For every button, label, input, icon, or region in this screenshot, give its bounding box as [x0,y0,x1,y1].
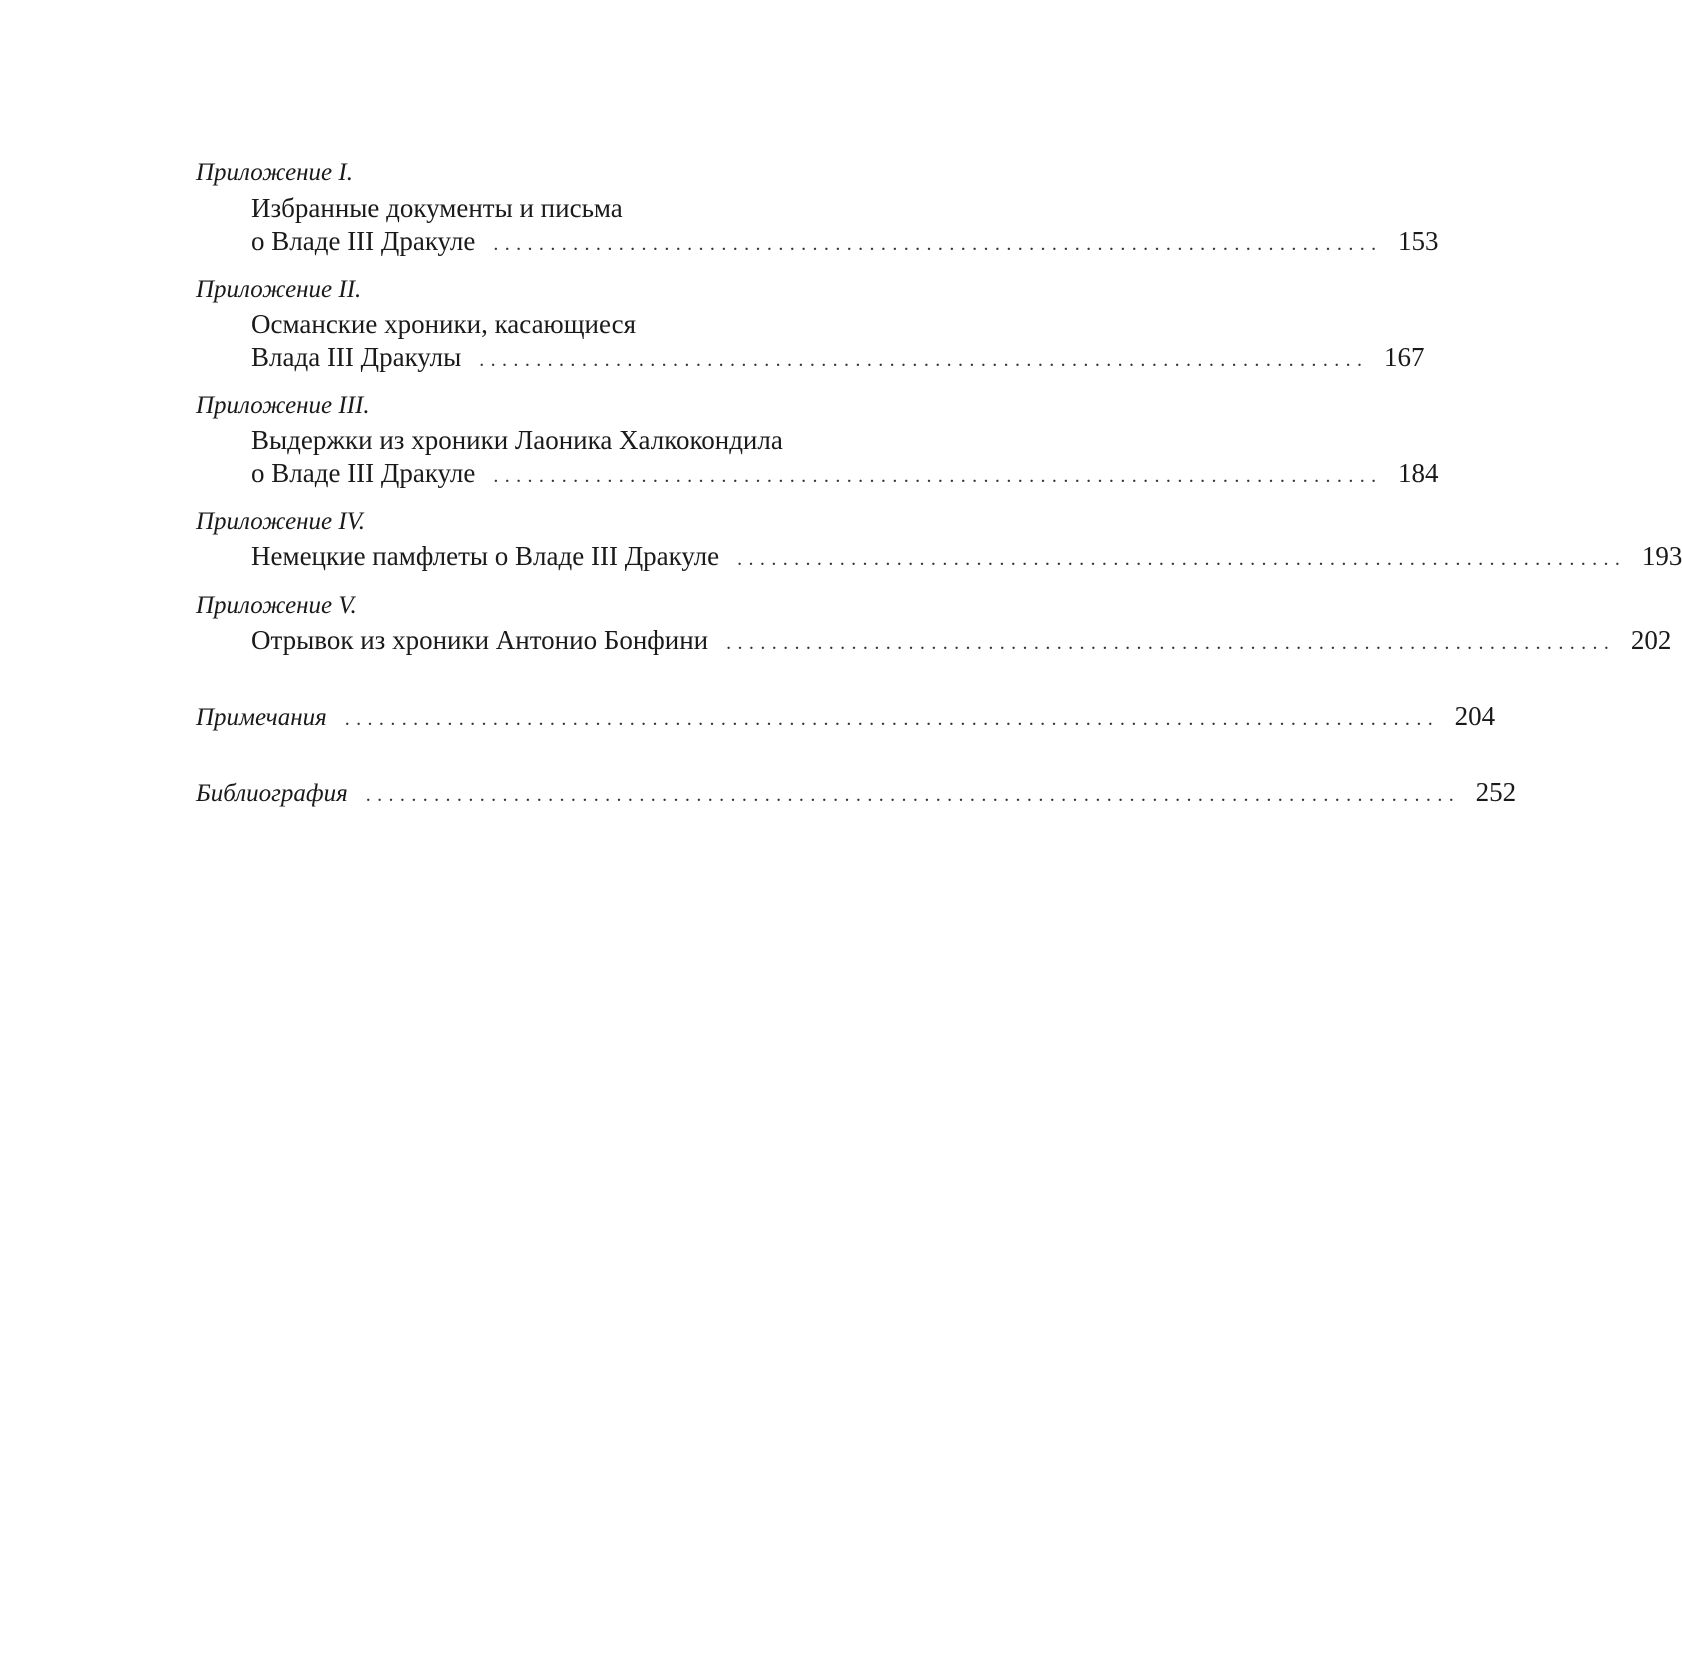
appendix-3-label: Приложение III. [196,392,370,419]
appendix-2-page-number: 167 [1383,342,1425,372]
dot-leader: .............................................................................. [493,465,1383,487]
appendix-4-title: Немецкие памфлеты о Владе III Дракуле [251,541,720,571]
dot-leader: ................................................................................................ [365,784,1461,806]
appendix-1-title-line2: о Владе III Дракуле [251,226,476,256]
appendix-5-title: Отрывок из хроники Антонио Бонфини [251,625,709,655]
appendix-1-entry[interactable] [251,225,1439,260]
bibliography-title: Библиография [196,780,348,807]
notes-entry[interactable] [196,700,1496,735]
bibliography-entry[interactable] [196,776,1517,811]
dot-leader: .............................................................................. [479,349,1369,371]
dot-leader: .............................................................................. [737,548,1627,570]
appendix-5-page-number: 202 [1630,625,1672,655]
appendix-3-title-line1: Выдержки из хроники Лаоника Халкокондила [251,425,783,455]
dot-leader: .............................................................................. [726,632,1616,654]
dot-leader: .............................................................................. [493,233,1383,255]
appendix-4-entry[interactable] [251,540,1682,575]
appendix-1-label: Приложение I. [196,159,353,186]
appendix-2-title-line2: Влада III Дракулы [251,342,462,372]
appendix-2-label: Приложение II. [196,276,362,303]
notes-page-number: 204 [1454,701,1496,731]
appendix-1-page-number: 153 [1398,226,1439,256]
appendix-3-title-line2: о Владе III Дракуле [251,458,476,488]
appendix-5-entry[interactable] [251,624,1672,659]
appendix-3-entry[interactable] [251,457,1439,492]
notes-title: Примечания [196,704,327,731]
appendix-4-label: Приложение IV. [196,508,366,535]
appendix-3-page-number: 184 [1398,458,1439,488]
appendix-2-entry[interactable] [251,341,1425,376]
appendix-4-page-number: 193 [1641,541,1682,571]
appendix-2-title-line1: Османские хроники, касающиеся [251,309,637,339]
dot-leader: ................................................................................................ [344,708,1440,730]
appendix-5-label: Приложение V. [196,592,357,619]
appendix-1-title-line1: Избранные документы и письма [251,193,623,223]
bibliography-page-number: 252 [1475,777,1517,807]
